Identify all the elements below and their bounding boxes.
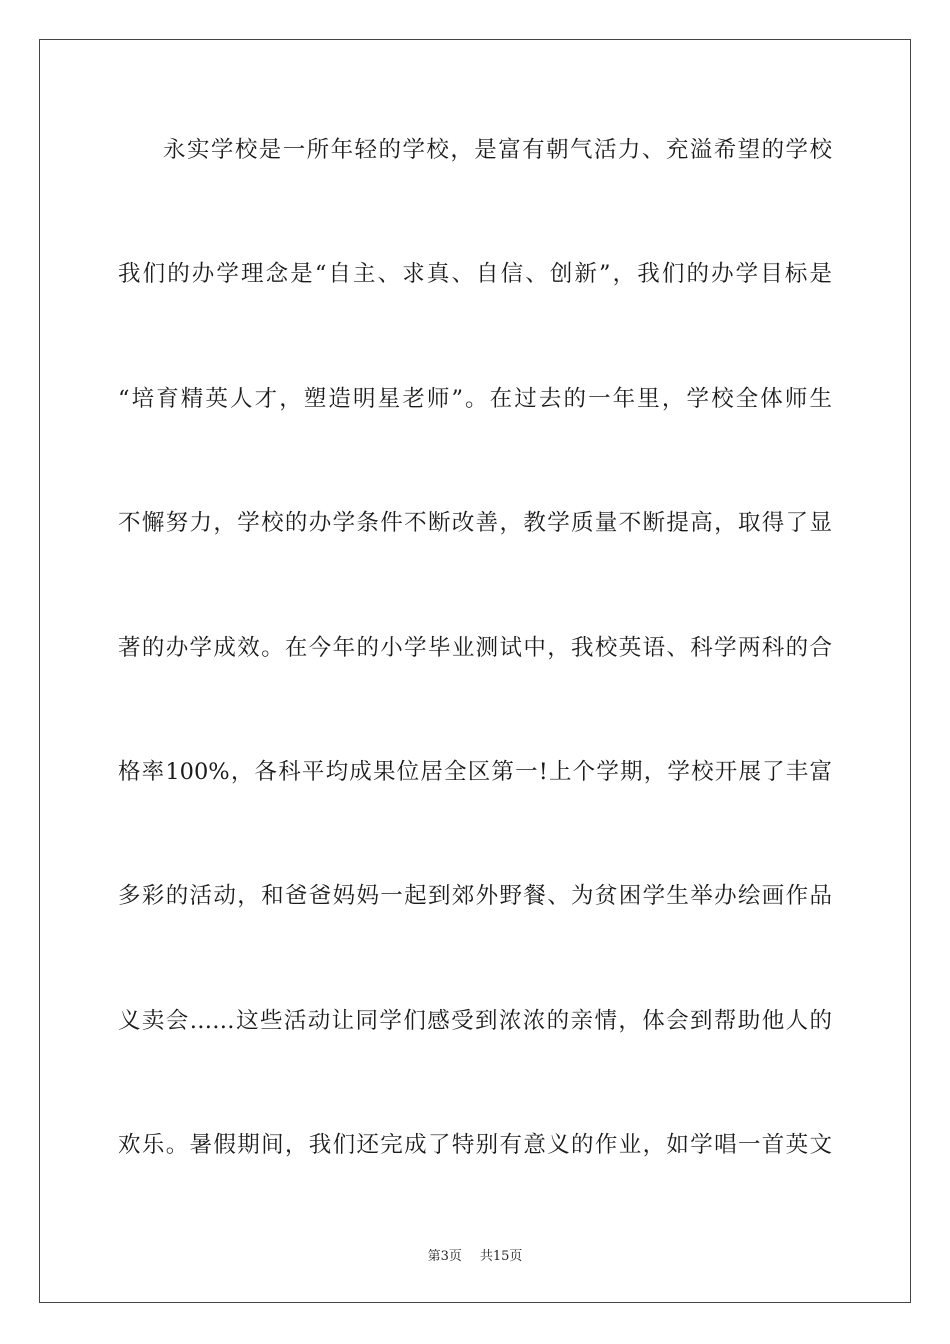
paragraph-line: 永实学校是一所年轻的学校，是富有朝气活力、充溢希望的学校 [163, 137, 832, 163]
paragraph-line: 欢乐。暑假期间，我们还完成了特别有意义的作业，如学唱一首英文 [118, 1132, 832, 1159]
document-body [118, 128, 832, 1248]
paragraph-line: 格率100%，各科平均成果位居全区第一!上个学期，学校开展了丰富 [118, 758, 832, 785]
page-footer [0, 1245, 950, 1264]
page-number: 第3页 [427, 1249, 462, 1264]
paragraph-line: 著的办学成效。在今年的小学毕业测试中，我校英语、科学两科的合 [118, 634, 832, 661]
paragraph-line: 不懈努力，学校的办学条件不断改善，教学质量不断提高，取得了显 [118, 510, 832, 537]
paragraph-line: 多彩的活动，和爸爸妈妈一起到郊外野餐、为贫困学生举办绘画作品 [118, 883, 832, 910]
paragraph-line: 我们的办学理念是“自主、求真、自信、创新”，我们的办学目标是 [118, 261, 832, 288]
page-total: 共15页 [479, 1249, 523, 1264]
paragraph-line: “培育精英人才，塑造明星老师”。在过去的一年里，学校全体师生 [118, 385, 832, 412]
paragraph-line: 义卖会……这些活动让同学们感受到浓浓的亲情，体会到帮助他人的 [118, 1007, 832, 1034]
